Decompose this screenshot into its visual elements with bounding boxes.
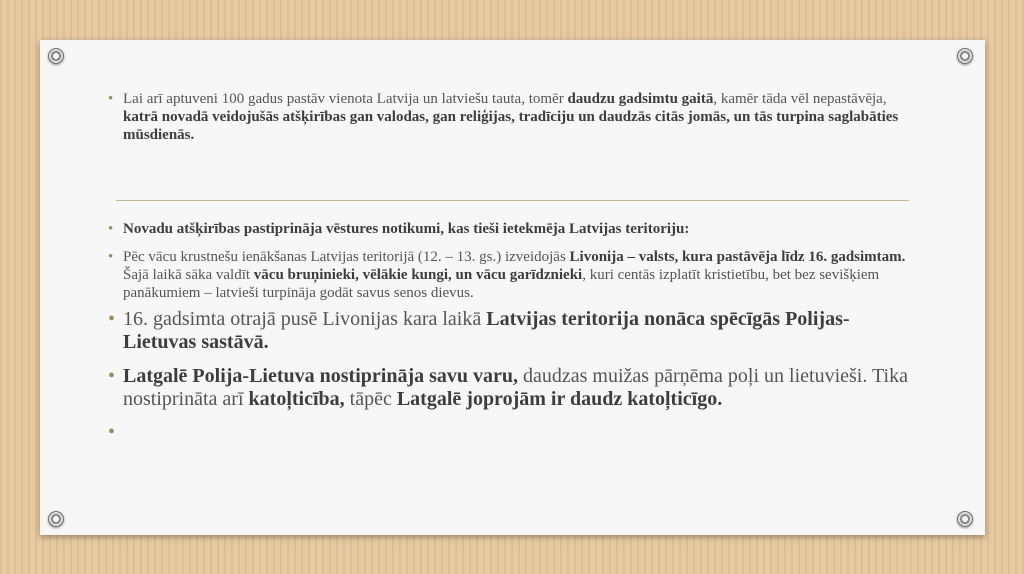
- pin-icon: [957, 511, 973, 527]
- bullet-latgale: • Latgalē Polija-Lietuva nostiprināja savu varu, daudzas muižas pārņēma poļi un lietuvieši. Tika nostiprināta arī katoļticība, tāpēc Latgalē joprojām ir daudz katoļticīgo.: [108, 365, 913, 411]
- bullet-livonia: • Pēc vācu krustnešu ienākšanas Latvijas teritorijā (12. – 13. gs.) izveidojās Livonija – valsts, kura pastāvēja līdz 16. gadsimtam. Šajā laikā sāka valdīt vācu bruņinieki, vēlākie kungi, un vācu garīdznieki, kuri centās izplatīt kristietību, bet bez sevišķiem panākumiem – latvieši turpināja godāt savus senos dievus.: [108, 248, 913, 302]
- pin-icon: [48, 48, 64, 64]
- bullet-empty: [108, 421, 913, 444]
- bullet-heading: • Novadu atšķirības pastiprināja vēstures notikumi, kas tieši ietekmēja Latvijas teritoriju:: [108, 220, 913, 238]
- bullet-poland: • 16. gadsimta otrajā pusē Livonijas kara laikā Latvijas teritorija nonāca spēcīgās Polijas-Lietuvas sastāvā.: [108, 308, 913, 354]
- history-block: [108, 220, 913, 444]
- bullet-intro: • Lai arī aptuveni 100 gadus pastāv vienota Latvija un latviešu tauta, tomēr daudzu gadsimtu gaitā, kamēr tāda vēl nepastāvēja, katrā novadā veidojušās atšķirības gan valodas, gan reliģijas, tradīciju un daudzās citās jomās, un tās turpina saglabāties mūsdienās.: [108, 90, 913, 144]
- slide: [40, 40, 985, 535]
- pin-icon: [48, 511, 64, 527]
- intro-block: [108, 90, 913, 144]
- pin-icon: [957, 48, 973, 64]
- divider-line: [116, 200, 909, 201]
